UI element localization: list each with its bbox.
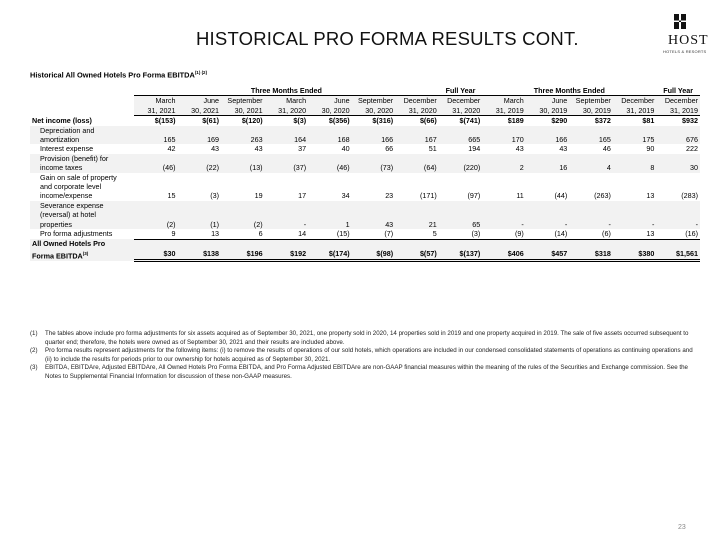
table-cell: (3) xyxy=(210,191,220,201)
table-cell-empty xyxy=(134,154,178,163)
logo-wordmark: HOST xyxy=(668,33,709,48)
column-header: 31, 2019 xyxy=(656,106,700,116)
pro-forma-ebitda-table xyxy=(30,86,700,262)
table-cell-empty xyxy=(482,182,526,191)
table-cell: 11 xyxy=(516,191,524,201)
table-cell-empty xyxy=(221,210,265,219)
table-cell-empty xyxy=(482,239,526,249)
column-header: 30, 2019 xyxy=(526,106,570,116)
row-label: income/expense xyxy=(40,191,93,201)
table-cell-empty xyxy=(656,154,700,163)
table-cell: (1) xyxy=(178,220,222,229)
column-header: 31, 2020 xyxy=(439,106,483,116)
header-spacer xyxy=(30,96,134,106)
table-cell: 23 xyxy=(385,191,394,201)
table-cell-empty xyxy=(308,239,352,249)
table-row xyxy=(30,182,700,191)
table-cell: $(98) xyxy=(352,249,396,261)
column-header-row xyxy=(30,96,700,106)
table-cell: 5 xyxy=(395,229,439,239)
table-cell-empty xyxy=(352,239,396,249)
table-row xyxy=(30,210,700,219)
table-cell: $290 xyxy=(551,116,568,126)
table-cell: 166 xyxy=(352,135,396,144)
table-cell: $1,561 xyxy=(656,249,700,261)
table-cell: - xyxy=(482,220,526,229)
table-cell: (13) xyxy=(221,163,265,172)
period-group-header: Three Months Ended xyxy=(482,86,656,96)
table-cell: $192 xyxy=(265,249,309,261)
row-label: Interest expense xyxy=(40,144,94,154)
table-row xyxy=(30,135,700,144)
table-cell-empty xyxy=(352,182,396,191)
table-cell: 166 xyxy=(526,135,570,144)
table-cell-empty xyxy=(352,173,396,182)
table-cell-empty xyxy=(526,182,570,191)
table-cell: 6 xyxy=(221,229,265,239)
period-group-header: Full Year xyxy=(656,86,700,96)
table-cell-empty xyxy=(221,154,265,163)
table-row xyxy=(30,126,700,135)
table-cell: 167 xyxy=(395,135,439,144)
table-cell-empty xyxy=(613,126,657,135)
table-cell: $380 xyxy=(613,249,657,261)
table-cell: 43 xyxy=(254,144,263,154)
footnote-text: Pro forma results represent adjustments for the following items: (i) to remove the results of operations of our sold hotels, which operations are included in our condensed consolidated statements of operations as continuing operations and (ii) to include the results for periods prior to our ownership for hotels acquired as of September 30, 2021. xyxy=(45,347,693,363)
table-cell-empty xyxy=(178,126,222,135)
period-group-header: Three Months Ended xyxy=(134,86,439,96)
table-cell: 676 xyxy=(656,135,700,144)
column-header: 31, 2019 xyxy=(482,106,526,116)
table-cell: 21 xyxy=(395,220,439,229)
table-cell: - xyxy=(526,220,570,229)
table-cell-empty xyxy=(482,201,526,210)
row-label: properties xyxy=(30,220,134,229)
period-group-header: Full Year xyxy=(439,86,483,96)
table-cell: 43 xyxy=(515,144,524,154)
table-cell-empty xyxy=(265,182,309,191)
table-cell: $(3) xyxy=(293,116,307,126)
table-cell: 43 xyxy=(352,220,396,229)
table-cell: $(120) xyxy=(241,116,263,126)
table-cell-empty xyxy=(265,210,309,219)
table-cell: $(153) xyxy=(154,116,176,126)
table-cell-empty xyxy=(265,201,309,210)
table-cell: 13 xyxy=(178,229,222,239)
table-cell-empty xyxy=(569,210,613,219)
column-header: September xyxy=(221,96,265,106)
column-header-row xyxy=(30,106,700,116)
table-cell-empty xyxy=(569,173,613,182)
table-cell: $(137) xyxy=(439,249,483,261)
table-cell-empty xyxy=(482,210,526,219)
table-cell: 66 xyxy=(385,144,394,154)
table-cell-empty xyxy=(178,201,222,210)
table-row xyxy=(30,220,700,229)
row-label: and corporate level xyxy=(40,182,102,192)
table-cell-empty xyxy=(395,239,439,249)
logo-tagline: HOTELS & RESORTS xyxy=(663,49,707,54)
column-header: June xyxy=(308,96,352,106)
table-cell: 17 xyxy=(298,191,307,201)
table-cell-empty xyxy=(221,182,265,191)
table-cell-empty xyxy=(308,182,352,191)
table-cell-empty xyxy=(308,210,352,219)
table-cell: (7) xyxy=(352,229,396,239)
table-cell-empty xyxy=(526,210,570,219)
group-spacer xyxy=(30,86,134,96)
table-cell-empty xyxy=(395,173,439,182)
column-header: June xyxy=(526,96,570,106)
table-cell: (44) xyxy=(554,191,568,201)
table-cell: (2) xyxy=(134,220,178,229)
table-cell: 65 xyxy=(439,220,483,229)
table-cell: 37 xyxy=(298,144,307,154)
footnote-text: The tables above include pro forma adjustments for six assets acquired as of September 30, 2021, one property sold in 2020, 14 properties sold in 2019 and one property acquired in 2019. The sale of five assets occurred subsequent to quarter end; therefore, the hotels were owned as of September 30, 2021 and their results are included above. xyxy=(45,330,689,346)
table-cell: $932 xyxy=(682,116,698,126)
row-label: Depreciation and xyxy=(30,126,134,135)
table-cell-empty xyxy=(439,210,483,219)
footnote-text: EBITDA, EBITDAre, Adjusted EBITDAre, All Owned Hotels Pro Forma EBITDA, and Pro Forma Adjusted EBITDAre are non-GAAP financial measures within the meaning of the rules of the Securities and Exchange commission. See the Notes to Supplemental Financial Information for discussion of these non-GAAP measures. xyxy=(45,364,688,380)
table-cell: 9 xyxy=(134,229,178,239)
table-cell-empty xyxy=(613,239,657,249)
table-cell-empty xyxy=(134,182,178,191)
table-cell-empty xyxy=(395,154,439,163)
table-cell-empty xyxy=(221,201,265,210)
table-cell: $372 xyxy=(594,116,611,126)
column-header: December xyxy=(613,96,657,106)
column-header: 30, 2021 xyxy=(178,106,222,116)
table-cell-empty xyxy=(613,210,657,219)
footnote xyxy=(30,364,700,381)
table-cell-empty xyxy=(569,126,613,135)
table-cell: 165 xyxy=(134,135,178,144)
table-cell-empty xyxy=(656,173,700,182)
column-header: June xyxy=(178,96,222,106)
table-cell-empty xyxy=(439,239,483,249)
footnote-number: (3) xyxy=(30,364,38,372)
row-label: All Owned Hotels Pro xyxy=(30,239,134,249)
table-cell: 169 xyxy=(178,135,222,144)
table-cell-empty xyxy=(134,173,178,182)
table-cell: 30 xyxy=(656,163,700,172)
table-cell: (46) xyxy=(134,163,178,172)
table-cell-empty xyxy=(308,154,352,163)
table-cell: 4 xyxy=(569,163,613,172)
table-cell-empty xyxy=(265,239,309,249)
column-header: 30, 2020 xyxy=(308,106,352,116)
host-hotels-logo xyxy=(662,14,708,54)
table-cell: $(356) xyxy=(328,116,350,126)
table-cell: $30 xyxy=(134,249,178,261)
table-cell-empty xyxy=(352,201,396,210)
table-title: Historical All Owned Hotels Pro Forma $EBITDA^{(1) (2)}$ xyxy=(30,70,208,80)
table-cell-empty xyxy=(178,173,222,182)
table-cell: (46) xyxy=(308,163,352,172)
table-row xyxy=(30,154,700,163)
table-cell-empty xyxy=(569,201,613,210)
table-cell-empty xyxy=(569,239,613,249)
table-cell: 665 xyxy=(439,135,483,144)
table-cell: 34 xyxy=(341,191,350,201)
column-header: December xyxy=(656,96,700,106)
table-cell: 90 xyxy=(646,144,655,154)
table-cell: 13 xyxy=(646,191,655,201)
table-cell: 170 xyxy=(482,135,526,144)
table-cell-empty xyxy=(395,210,439,219)
row-label-footnote: (3) xyxy=(82,250,89,256)
table-cell: (220) xyxy=(439,163,483,172)
table-cell: $318 xyxy=(569,249,613,261)
table-cell: $(741) xyxy=(459,116,481,126)
table-cell-empty xyxy=(178,239,222,249)
table-cell-empty xyxy=(134,126,178,135)
table-cell: 46 xyxy=(602,144,611,154)
table-cell: 2 xyxy=(482,163,526,172)
table-cell-empty xyxy=(613,154,657,163)
table-cell-empty xyxy=(439,173,483,182)
table-cell: 19 xyxy=(254,191,263,201)
table-cell: 40 xyxy=(341,144,350,154)
table-cell: 222 xyxy=(686,144,698,154)
footnotes xyxy=(30,330,700,382)
table-cell-empty xyxy=(526,173,570,182)
table-cell-empty xyxy=(221,126,265,135)
table-cell-empty xyxy=(613,182,657,191)
table-cell-empty xyxy=(656,182,700,191)
table-cell-empty xyxy=(265,173,309,182)
table-cell: 175 xyxy=(613,135,657,144)
table-cell: (16) xyxy=(656,229,700,239)
table-cell-empty xyxy=(613,201,657,210)
table-row xyxy=(30,191,700,200)
table-cell-empty xyxy=(656,239,700,249)
column-header: 31, 2020 xyxy=(265,106,309,116)
table-cell-empty xyxy=(134,239,178,249)
table-cell-empty xyxy=(265,154,309,163)
table-cell-empty xyxy=(134,201,178,210)
table-cell: 263 xyxy=(221,135,265,144)
table-cell: $138 xyxy=(178,249,222,261)
footnote-number: (1) xyxy=(30,330,38,337)
table-cell-empty xyxy=(439,154,483,163)
table-cell: $(66) xyxy=(419,116,437,126)
column-header: March xyxy=(482,96,526,106)
table-cell-empty xyxy=(569,182,613,191)
column-header: March xyxy=(265,96,309,106)
column-header: September xyxy=(569,96,613,106)
table-cell: (22) xyxy=(178,163,222,172)
column-header: 30, 2019 xyxy=(569,106,613,116)
footnote xyxy=(30,347,700,364)
column-header: 30, 2021 xyxy=(221,106,265,116)
table-cell-empty xyxy=(439,201,483,210)
column-header: December xyxy=(395,96,439,106)
table-cell-empty xyxy=(178,182,222,191)
column-header: December xyxy=(439,96,483,106)
footnote xyxy=(30,330,700,347)
header-spacer xyxy=(30,106,134,116)
table-cell-empty xyxy=(526,201,570,210)
table-cell-empty xyxy=(308,126,352,135)
table-row xyxy=(30,249,700,261)
table-cell: (283) xyxy=(681,191,698,201)
table-cell: (263) xyxy=(594,191,611,201)
table-cell: (3) xyxy=(439,229,483,239)
table-cell: 165 xyxy=(569,135,613,144)
table-cell-empty xyxy=(482,126,526,135)
table-cell-empty xyxy=(395,201,439,210)
row-label: Provision (benefit) for xyxy=(30,154,134,163)
table-cell-empty xyxy=(526,126,570,135)
table-cell: $189 xyxy=(507,116,524,126)
table-cell: $(174) xyxy=(308,249,352,261)
table-row xyxy=(30,239,700,249)
row-label: (reversal) at hotel xyxy=(30,210,134,219)
table-row xyxy=(30,144,700,153)
row-label: Forma EBITDA$^{(3)}$ xyxy=(30,249,134,261)
row-label: amortization xyxy=(30,135,134,144)
table-cell: (37) xyxy=(265,163,309,172)
table-cell: (73) xyxy=(352,163,396,172)
table-row xyxy=(30,201,700,210)
table-cell-empty xyxy=(439,126,483,135)
table-cell: 14 xyxy=(265,229,309,239)
table-cell: $(316) xyxy=(372,116,394,126)
table-cell: 164 xyxy=(265,135,309,144)
table-cell-empty xyxy=(482,173,526,182)
table-cell-empty xyxy=(395,182,439,191)
table-cell: 1 xyxy=(308,220,352,229)
table-cell-empty xyxy=(134,210,178,219)
table-cell: (2) xyxy=(221,220,265,229)
row-label: income taxes xyxy=(30,163,134,172)
table-cell: - xyxy=(656,220,700,229)
table-cell: $(61) xyxy=(202,116,220,126)
table-cell: (14) xyxy=(526,229,570,239)
table-cell-empty xyxy=(352,126,396,135)
table-cell-empty xyxy=(221,239,265,249)
table-cell-empty xyxy=(178,210,222,219)
table-cell-empty xyxy=(352,154,396,163)
table-cell: - xyxy=(569,220,613,229)
table-cell-empty xyxy=(221,173,265,182)
table-cell: (6) xyxy=(569,229,613,239)
table-cell-empty xyxy=(439,182,483,191)
row-label: Gain on sale of property xyxy=(40,172,117,182)
table-cell: 43 xyxy=(211,144,220,154)
table-cell-empty xyxy=(613,173,657,182)
table-cell: $196 xyxy=(221,249,265,261)
period-group-row xyxy=(30,86,700,96)
page-title: HISTORICAL PRO FORMA RESULTS CONT. xyxy=(196,28,579,49)
table-cell: 168 xyxy=(308,135,352,144)
table-cell: 42 xyxy=(167,144,176,154)
table-cell: (171) xyxy=(419,191,437,201)
table-cell: 16 xyxy=(526,163,570,172)
table-cell-empty xyxy=(526,239,570,249)
table-cell-empty xyxy=(395,126,439,135)
table-cell: (15) xyxy=(308,229,352,239)
table-row xyxy=(30,173,700,182)
table-cell-empty xyxy=(308,201,352,210)
host-logo-icon xyxy=(674,14,688,30)
table-cell-empty xyxy=(178,154,222,163)
table-cell: $(57) xyxy=(395,249,439,261)
table-cell: 15 xyxy=(167,191,176,201)
table-cell: 194 xyxy=(468,144,481,154)
table-cell: 51 xyxy=(428,144,437,154)
row-label: Severance expense xyxy=(30,201,134,210)
table-cell: (97) xyxy=(467,191,481,201)
table-cell: - xyxy=(265,220,309,229)
table-row xyxy=(30,229,700,239)
table-cell-empty xyxy=(308,173,352,182)
column-header: 31, 2021 xyxy=(134,106,178,116)
footnote-number: (2) xyxy=(30,347,38,355)
table-cell-empty xyxy=(352,210,396,219)
table-cell: $81 xyxy=(642,116,655,126)
table-cell: 13 xyxy=(613,229,657,239)
table-cell-empty xyxy=(526,154,570,163)
table-cell: 43 xyxy=(559,144,568,154)
table-cell: (9) xyxy=(482,229,526,239)
column-header: 31, 2019 xyxy=(613,106,657,116)
table-cell-empty xyxy=(482,154,526,163)
page-number: 23 xyxy=(678,524,686,531)
column-header: September xyxy=(352,96,396,106)
table-cell: - xyxy=(613,220,657,229)
table-cell: (64) xyxy=(395,163,439,172)
table-cell: $406 xyxy=(482,249,526,261)
table-cell: $457 xyxy=(526,249,570,261)
table-cell-empty xyxy=(656,210,700,219)
row-label: Pro forma adjustments xyxy=(40,229,113,239)
table-cell-empty xyxy=(265,126,309,135)
table-row xyxy=(30,163,700,172)
table-cell-empty xyxy=(656,126,700,135)
table-row xyxy=(30,116,700,126)
table-cell: 8 xyxy=(613,163,657,172)
column-header: March xyxy=(134,96,178,106)
column-header: 30, 2020 xyxy=(352,106,396,116)
table-cell-empty xyxy=(656,201,700,210)
column-header: 31, 2020 xyxy=(395,106,439,116)
row-label: Net income (loss) xyxy=(32,115,92,125)
table-cell-empty xyxy=(569,154,613,163)
